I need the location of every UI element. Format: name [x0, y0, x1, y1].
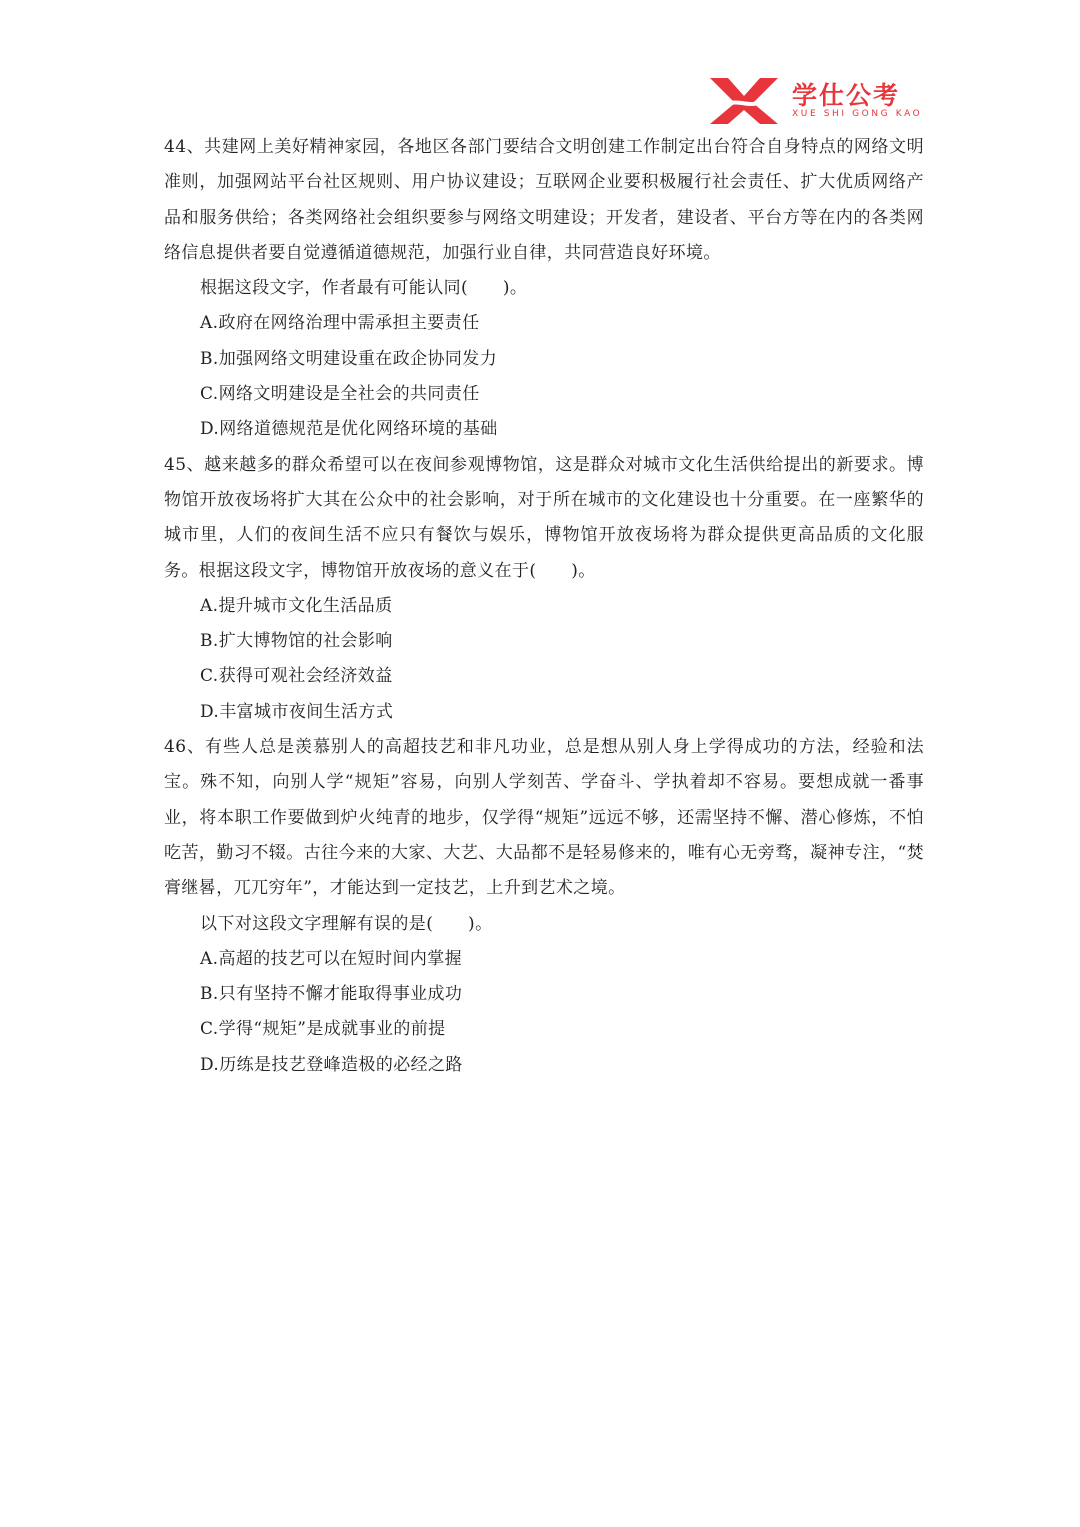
- option-d: D.丰富城市夜间生活方式: [200, 701, 394, 722]
- option-d: D.网络道德规范是优化网络环境的基础: [200, 419, 498, 440]
- option-d: D.历练是技艺登峰造极的必经之路: [200, 1054, 463, 1075]
- question-stem: 以下对这段文字理解有误的是( )。: [200, 913, 493, 934]
- option-c: C.学得“规矩”是成就事业的前提: [200, 1019, 446, 1040]
- xueshi-logo-icon: [708, 76, 780, 126]
- question-stem: 根据这段文字，作者最有可能认同( )。: [200, 278, 528, 299]
- option-b: B.只有坚持不懈才能取得事业成功: [200, 984, 463, 1005]
- option-b: B.扩大博物馆的社会影响: [200, 631, 393, 652]
- question-46: [164, 730, 924, 1083]
- option-a: A.提升城市文化生活品质: [200, 595, 393, 616]
- question-44: [164, 130, 924, 448]
- question-content: [164, 130, 924, 1083]
- question-passage: 44、共建网上美好精神家园，各地区各部门要结合文明创建工作制定出台符合自身特点的网络文明准则，加强网站平台社区规则、用户协议建设；互联网企业要积极履行社会责任、扩大优质网络产品和服务供给；各类网络社会组织要参与网络文明建设；开发者，建设者、平台方等在内的各类网络信息提供者要自觉遵循道德规范，加强行业自律，共同营造良好环境。: [164, 137, 924, 263]
- option-c: C.获得可观社会经济效益: [200, 666, 393, 687]
- logo-title: 学仕公考: [792, 81, 901, 110]
- brand-logo: [708, 76, 923, 126]
- option-a: A.高超的技艺可以在短时间内掌握: [200, 948, 463, 969]
- question-passage: 45、越来越多的群众希望可以在夜间参观博物馆，这是群众对城市文化生活供给提出的新要求。博物馆开放夜场将扩大其在公众中的社会影响，对于所在城市的文化建设也十分重要。在一座繁华的城市里，人们的夜间生活不应只有餐饮与娱乐，博物馆开放夜场将为群众提供更高品质的文化服务。根据这段文字，博物馆开放夜场的意义在于( )。: [164, 454, 924, 581]
- option-c: C.网络文明建设是全社会的共同责任: [200, 384, 480, 405]
- option-a: A.政府在网络治理中需承担主要责任: [200, 313, 480, 334]
- question-45: [164, 448, 924, 730]
- question-passage: 46、有些人总是羡慕别人的高超技艺和非凡功业，总是想从别人身上学得成功的方法，经验和法宝。殊不知，向别人学“规矩”容易，向别人学刻苦、学奋斗、学执着却不容易。要想成就一番事业，将本职工作要做到炉火纯青的地步，仅学得“规矩”远远不够，还需坚持不懈、潜心修炼，不怕吃苦，勤习不辍。古往今来的大家、大艺、大品都不是轻易修来的，唯有心无旁骛，凝神专注，“焚膏继晷，兀兀穷年”，才能达到一定技艺，上升到艺术之境。: [164, 737, 924, 899]
- logo-subtitle: XUE SHI GONG KAO: [792, 109, 923, 119]
- option-b: B.加强网络文明建设重在政企协同发力: [200, 348, 498, 369]
